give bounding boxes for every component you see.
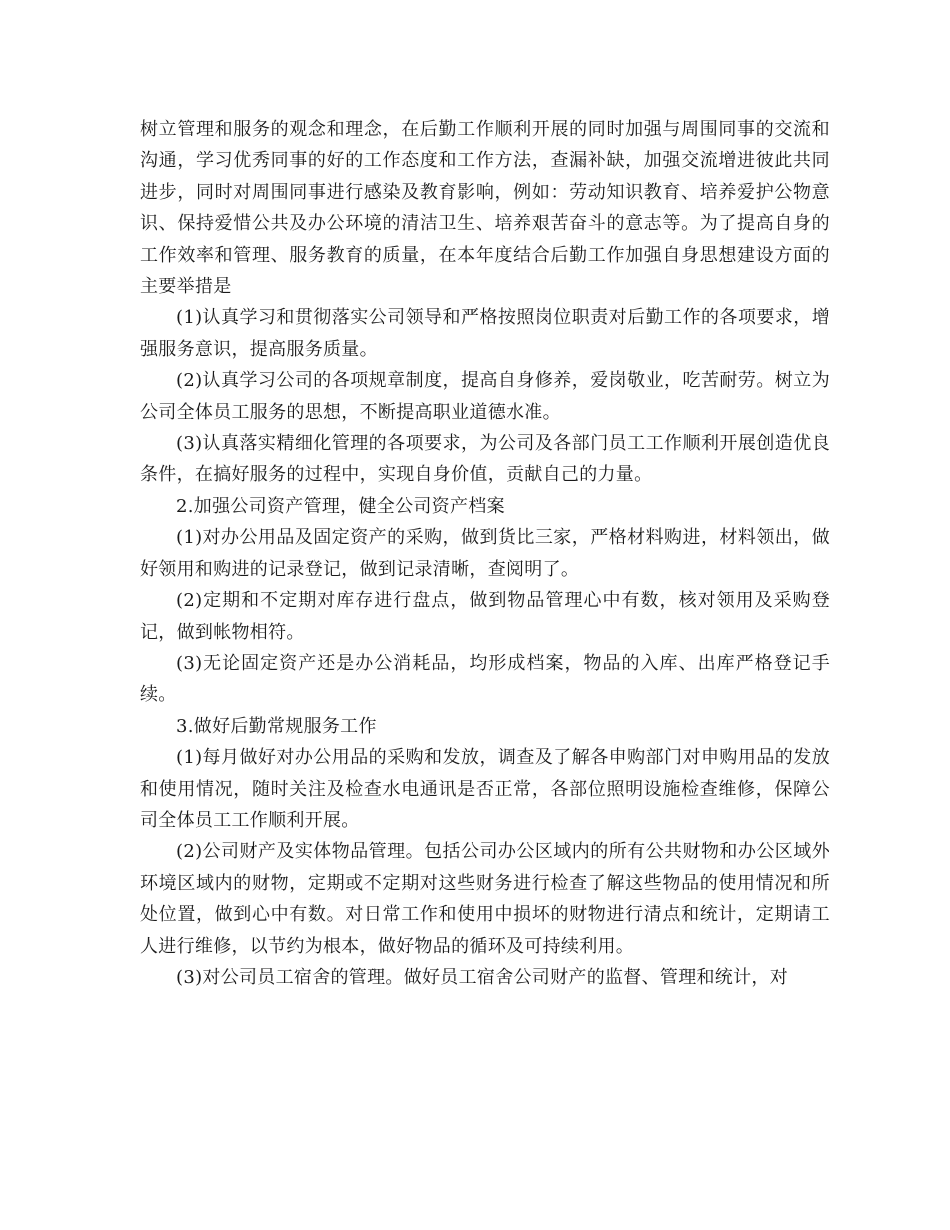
document-body <box>140 114 830 993</box>
list-item-property-management: (2)公司财产及实体物品管理。包括公司办公区域内的所有公共财物和办公区域外环境区域内的财物，定期或不定期对这些财务进行检查了解这些物品的使用情况和所处位置，做到心中有数。对日常工作和使用中损坏的财物进行清点和统计，定期请工人进行维修，以节约为根本，做好物品的循环及可持续利用。 <box>140 841 830 957</box>
list-item-study-requirements: (1)认真学习和贯彻落实公司领导和严格按照岗位职责对后勤工作的各项要求，增强服务意识，提高服务质量。 <box>140 307 830 360</box>
list-item-office-supplies: (1)每月做好对办公用品的采购和发放，调查及了解各申购部门对申购用品的发放和使用情况，随时关注及检查水电通讯是否正常，各部位照明设施检查维修，保障公司全体员工工作顺利开展。 <box>140 747 830 831</box>
list-item-refined-management: (3)认真落实精细化管理的各项要求，为公司及各部门员工工作顺利开展创造优良条件，在搞好服务的过程中，实现自身价值，贡献自己的力量。 <box>140 433 830 486</box>
list-item-study-rules: (2)认真学习公司的各项规章制度，提高自身修养，爱岗敬业，吃苦耐劳。树立为公司全体员工服务的思想，不断提高职业道德水准。 <box>140 370 830 423</box>
section-heading-routine-service: 3.做好后勤常规服务工作 <box>176 715 377 737</box>
list-item-inventory: (2)定期和不定期对库存进行盘点，做到物品管理心中有数，核对领用及采购登记，做到帐物相符。 <box>140 590 830 643</box>
section-heading-asset-management: 2.加强公司资产管理，健全公司资产档案 <box>176 495 505 517</box>
list-item-dormitory-management: (3)对公司员工宿舍的管理。做好员工宿舍公司财产的监督、管理和统计，对 <box>176 966 788 988</box>
list-item-archives: (3)无论固定资产还是办公消耗品，均形成档案，物品的入库、出库严格登记手续。 <box>140 652 830 706</box>
paragraph-intro: 树立管理和服务的观念和理念，在后勤工作顺利开展的同时加强与周围同事的交流和沟通，学习优秀同事的好的工作态度和工作方法，查漏补缺，加强交流增进彼此共同进步，同时对周围同事进行感染及教育影响，例如：劳动知识教育、培养爱护公物意识、保持爱惜公共及办公环境的清洁卫生、培养艰苦奋斗的意志等。为了提高自身的工作效率和管理、服务教育的质量，在本年度结合后勤工作加强自身思想建设方面的主要举措是 <box>140 119 830 298</box>
list-item-procurement: (1)对办公用品及固定资产的采购，做到货比三家，严格材料购进，材料领出，做好领用和购进的记录登记，做到记录清晰，查阅明了。 <box>140 527 830 580</box>
